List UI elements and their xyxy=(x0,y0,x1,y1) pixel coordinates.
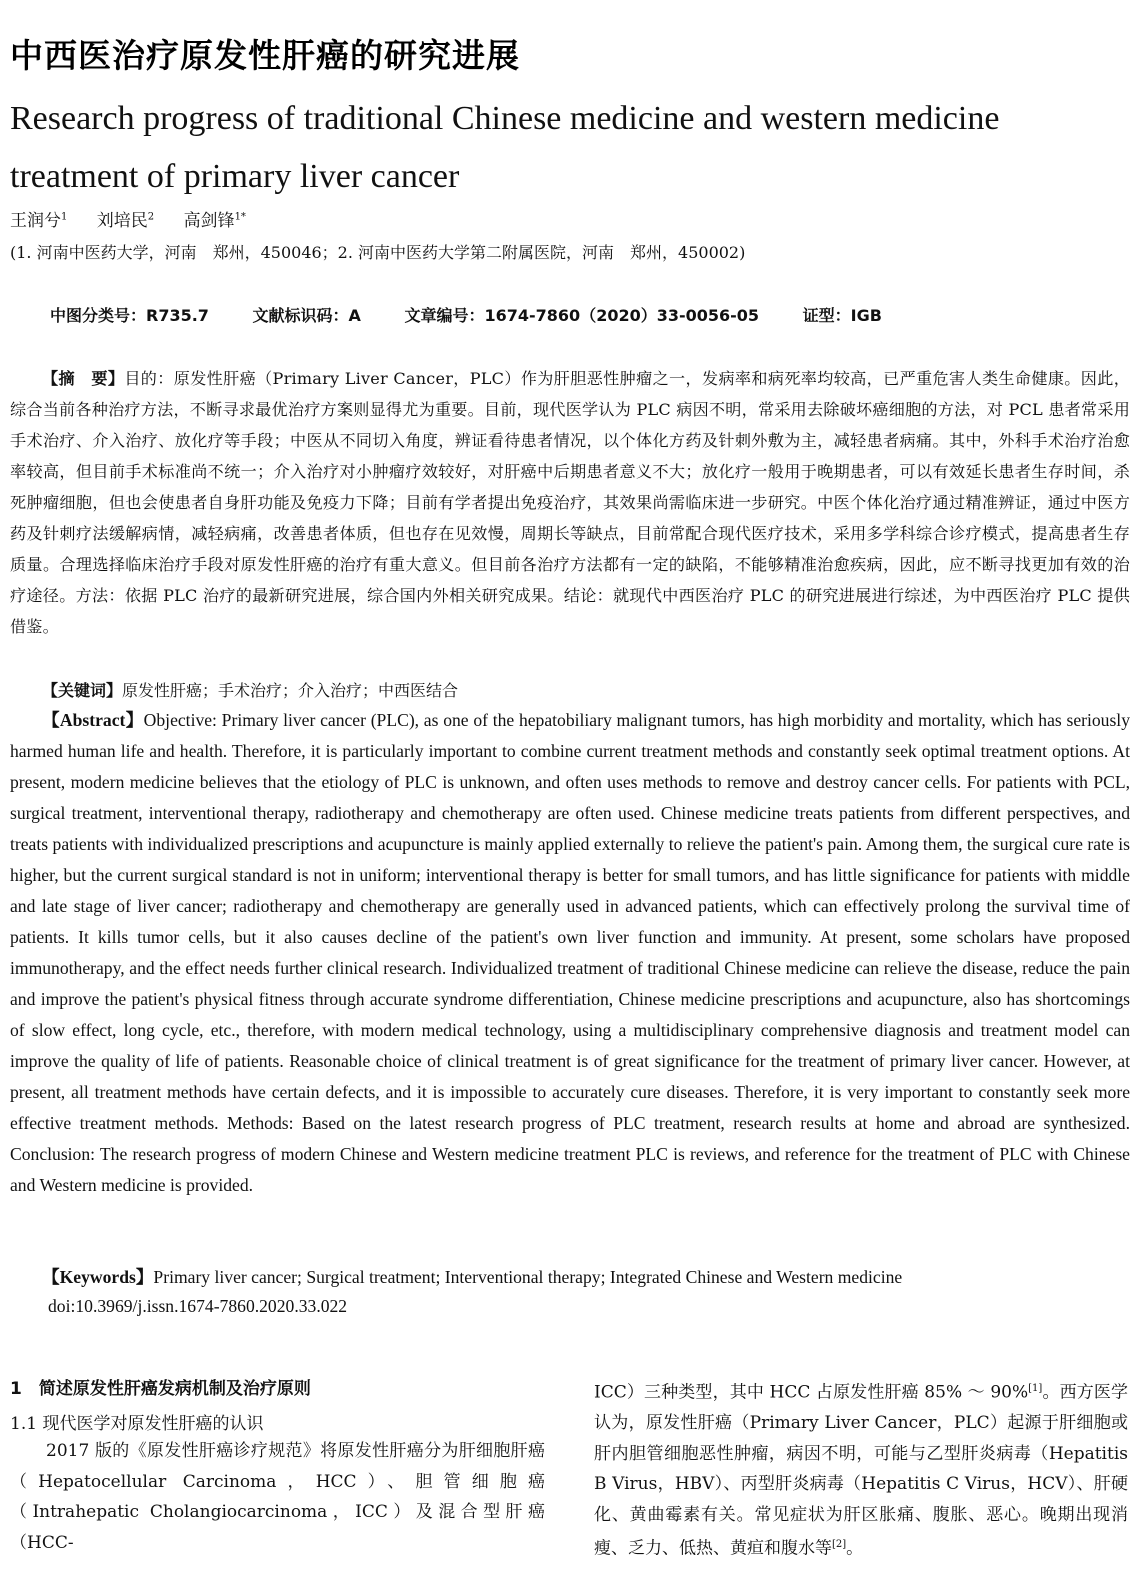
citation: [2] xyxy=(832,1539,847,1551)
body-paragraph: ICC）三种类型，其中 HCC 占原发性肝癌 85% ～ 90%[1]。西方医学认为，原发性肝癌（Primary Liver Cancer，PLC）起源于肝细胞或肝内胆管细胞恶性肿瘤，病因不明，可能与乙型肝炎病毒（Hepatitis B Virus，HBV）、丙型肝炎病毒（Hepatitis C Virus，HCV）、肝硬化、黄曲霉素有关。常见症状为肝区胀痛、腹胀、恶心。晚期出现消瘦、乏力、低热、黄疸和腹水等[2]。 xyxy=(594,1382,1128,1559)
keywords-text: 原发性肝癌；手术治疗；介入治疗；中西医结合 xyxy=(122,681,459,700)
keywords-label: 【关键词】 xyxy=(42,681,123,700)
author: 高剑锋$^{1*}$ xyxy=(183,211,246,231)
keywords-english xyxy=(42,1264,902,1289)
abstract-english xyxy=(10,705,1130,1201)
abstract-text: Objective: Primary liver cancer (PLC), as one of the hepatobiliary malignant tumors, has high morbidity and mortality, which has seriously harmed human life and health. Therefore, it is particularly important to combine current treatment methods and constantly seek optimal treatment options. At present, modern medicine believes that the etiology of PLC is unknown, and often uses methods to remove and destroy cancer cells. For patients with PCL, surgical treatment, interventional therapy, radiotherapy and chemotherapy are often used. Chinese medicine treats patients from different perspectives, and treats patients with individualized prescriptions and acupuncture is mainly applied externally to relieve the patient's pain. Among them, the surgical cure rate is higher, but the current surgical standard is not in uniform; interventional therapy is better for small tumors, and has little significance for patients with middle and late stage of liver cancer; radiotherapy and chemotherapy are generally used in advanced patients, which can effectively prolong the survival time of patients. It kills tumor cells, but it also causes decline of the patient's own liver function and immunity. At present, some scholars have proposed immunotherapy, and the effect needs further clinical research. Individualized treatment of traditional Chinese medicine can relieve the disease, reduce the pain and improve the patient's physical fitness through accurate syndrome differentiation, Chinese medicine prescriptions and acupuncture, also has shortcomings of slow effect, long cycle, etc., therefore, with modern medical technology, using a multidisciplinary comprehensive diagnosis and treatment model can improve the quality of life of patients. Reasonable choice of clinical treatment is of great significance for the treatment of primary liver cancer. However, at present, all treatment methods have certain defects, and it is impossible to accurately cure diseases. Therefore, it is very important to constantly seek more effective treatment methods. Methods: Based on the latest research progress of PLC treatment, research results at home and abroad are synthesized. Conclusion: The research progress of modern Chinese and Western medicine treatment PLC is reviews, and reference for the treatment of PLC with Chinese and Western medicine is provided. xyxy=(10,710,1130,1195)
citation: [1] xyxy=(1028,1383,1043,1394)
author-list xyxy=(10,206,270,231)
affiliation: (1. 河南中医药大学，河南 郑州，450046；2. 河南中医药大学第二附属医院，河南 郑州，450002) xyxy=(10,243,746,262)
body-paragraph: 2017 版的《原发性肝癌诊疗规范》将原发性肝癌分为肝细胞肝癌（Hepatocellular Carcinoma，HCC）、胆管细胞癌（Intrahepatic Cholangiocarcinoma，ICC）及混合型肝癌（HCC- xyxy=(10,1441,545,1553)
article-type: 证型：IGB xyxy=(802,306,882,325)
author: 王润兮$^1$ xyxy=(10,211,68,231)
author: 刘培民$^2$ xyxy=(96,211,155,231)
keywords-text: Primary liver cancer; Surgical treatment; Interventional therapy; Integrated Chinese and Western medicine xyxy=(153,1267,903,1287)
document-code: 文献标识码：A xyxy=(252,306,361,325)
title-english: Research progress of traditional Chinese medicine and western medicine treatment of primary liver cancer xyxy=(10,100,1000,195)
clc-number: 中图分类号：R735.7 xyxy=(50,306,209,325)
keywords-chinese xyxy=(42,678,458,701)
article-number: 文章编号：1674-7860（2020）33-0056-05 xyxy=(404,306,760,325)
body-column-right xyxy=(594,1374,1128,1564)
section-heading: 1 简述原发性肝癌发病机制及治疗原则 xyxy=(10,1379,311,1399)
classification-line xyxy=(50,303,920,326)
abstract-chinese xyxy=(10,363,1130,642)
doi: doi:10.3969/j.issn.1674-7860.2020.33.022 xyxy=(48,1296,348,1316)
subsection-heading: 1.1 现代医学对原发性肝癌的认识 xyxy=(10,1414,264,1434)
keywords-label: 【Keywords】 xyxy=(42,1267,154,1287)
abstract-text: 目的：原发性肝癌（Primary Liver Cancer，PLC）作为肝胆恶性肿瘤之一，发病率和病死率均较高，已严重危害人类生命健康。因此，综合当前各种治疗方法，不断寻求最优治疗方案则显得尤为重要。目前，现代医学认为 PLC 病因不明，常采用去除破坏癌细胞的方法，对 PCL 患者常采用手术治疗、介入治疗、放化疗等手段；中医从不同切入角度，辨证看待患者情况，以个体化方药及针刺外敷为主，减轻患者病痛。其中，外科手术治疗治愈率较高，但目前手术标准尚不统一；介入治疗对小肿瘤疗效较好，对肝癌中后期患者意义不大；放化疗一般用于晚期患者，可以有效延长患者生存时间，杀死肿瘤细胞，但也会使患者自身肝功能及免疫力下降；目前有学者提出免疫治疗，其效果尚需临床进一步研究。中医个体化治疗通过精准辨证，通过中医方药及针刺疗法缓解病情，减轻病痛，改善患者体质，但也存在见效慢，周期长等缺点，目前常配合现代医疗技术，采用多学科综合诊疗模式，提高患者生存质量。合理选择临床治疗手段对原发性肝癌的治疗有重大意义。但目前各治疗方法都有一定的缺陷，不能够精准治愈疾病，因此，应不断寻找更加有效的治疗途径。方法：依据 PLC 治疗的最新研究进展，综合国内外相关研究成果。结论：就现代中西医治疗 PLC 的研究进展进行综述，为中西医治疗 PLC 提供借鉴。 xyxy=(10,369,1130,636)
abstract-label: 【Abstract】 xyxy=(42,710,144,730)
body-column-left xyxy=(10,1374,545,1558)
title-chinese: 中西医治疗原发性肝癌的研究进展 xyxy=(10,36,520,75)
abstract-label: 【摘 要】 xyxy=(42,369,125,388)
